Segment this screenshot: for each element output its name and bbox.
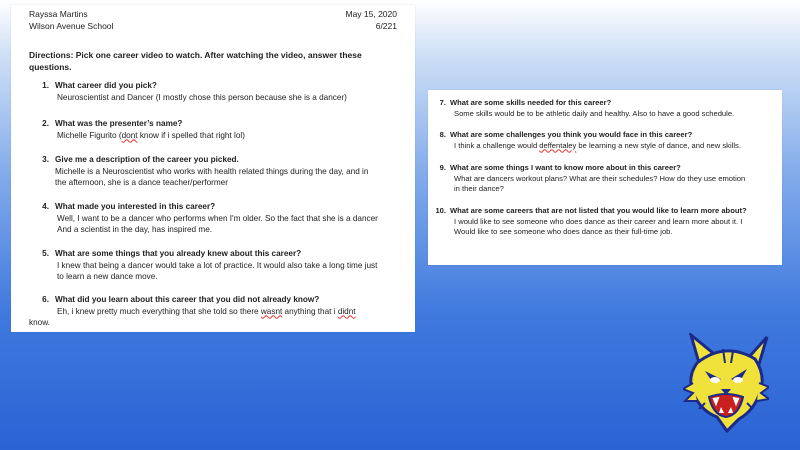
answer-3-line-2: the afternoon, she is a dance teacher/performer xyxy=(55,178,228,188)
answer-4-line-2: And a scientist in the day, has inspired me. xyxy=(57,225,213,235)
question-3: 3. Give me a description of the career you picked. Michelle is a Neuroscientist who works with health related things during the day, and in the afternoon, she is a dance teacher/performer xyxy=(35,154,368,189)
answer-10-line-1: I would like to see someone who does dance as their career and learn more about it. I xyxy=(454,216,743,226)
answer-2: Michelle Figurito (dont know if i spelled that right lol) xyxy=(57,130,245,140)
question-9: 9. What are some things I want to know more about in this career? What are dancers workout plans? What are their schedules? How do they use emotion in their dance? xyxy=(434,163,745,195)
answer-8: I think a challenge would deffentaley be learning a new style of dance, and new skills. xyxy=(454,140,741,150)
directions-text: Directions: Pick one career video to watch. After watching the video, answer these questions. xyxy=(29,50,362,72)
school-name: Wilson Avenue School xyxy=(29,21,114,31)
spelling-error: dont xyxy=(121,130,138,140)
worksheet-page-1 xyxy=(11,5,415,332)
answer-5-line-1: I knew that being a dancer would take a lot of practice. It would also take a long time just xyxy=(57,260,378,270)
answer-9-line-2: in their dance? xyxy=(454,184,504,194)
spelling-error: didnt xyxy=(337,306,356,316)
question-8: 8. What are some challenges you think you would face in this career? I think a challenge would deffentaley be learning a new style of dance, and new skills. xyxy=(434,130,741,151)
date: May 15, 2020 xyxy=(345,9,397,19)
answer-4-line-1: Well, I want to be a dancer who performs when I'm older. So the fact that she is a dancer xyxy=(57,213,378,223)
question-5: 5. What are some things that you already knew about this career? I knew that being a dancer would take a lot of practice. It would also take a long time just to learn a new dance move. xyxy=(35,248,377,283)
page-ref: 6/221 xyxy=(375,21,397,31)
answer-1: Neuroscientist and Dancer (I mostly chose this person because she is a dancer) xyxy=(57,92,347,102)
question-6: 6. What did you learn about this career that you did not already know? Eh, i knew pretty much everything that she told so there wasnt anything that i didnt xyxy=(35,294,356,317)
bobcat-mascot-icon xyxy=(683,333,769,433)
answer-10-line-2: Would like to see someone who does dance as their full-time job. xyxy=(454,227,673,237)
question-10: 10. What are some careers that are not listed that you would like to learn more about? I would like to see someone who does dance as their career and learn more about it. I Would like to see someone who does dance as their full-time job. xyxy=(435,206,747,237)
answer-9-line-1: What are dancers workout plans? What are their schedules? How do they use emotion xyxy=(454,173,746,183)
question-1: 1. What career did you pick? Neuroscientist and Dancer (I mostly chose this person because she is a dancer) xyxy=(35,80,347,103)
answer-6-line-2: know. xyxy=(29,318,50,327)
question-4: 4. What made you interested in this career? Well, I want to be a dancer who performs when I'm older. So the fact that she is a dancer And a scientist in the day, has inspired me. xyxy=(35,201,378,236)
worksheet-page-2 xyxy=(428,90,782,265)
student-name: Rayssa Martins xyxy=(29,9,88,19)
question-7: 7. What are some skills needed for this career? Some skills would be to be athletic daily and healthy. Also to have a good schedule. xyxy=(434,98,734,119)
answer-6-line-1: Eh, i knew pretty much everything that she told so there wasnt anything that i didnt xyxy=(57,306,356,316)
spelling-error: wasnt xyxy=(260,306,283,316)
answer-5-line-2: to learn a new dance move. xyxy=(57,272,158,282)
answer-3-line-1: Michelle is a Neuroscientist who works with health related things during the day, and in xyxy=(55,166,369,176)
answer-7: Some skills would be to be athletic daily and healthy. Also to have a good schedule. xyxy=(454,108,735,118)
spelling-error: deffentaley xyxy=(539,140,577,150)
question-2: 2. What was the presenter’s name? Michelle Figurito (dont know if i spelled that right lol) xyxy=(35,118,245,141)
